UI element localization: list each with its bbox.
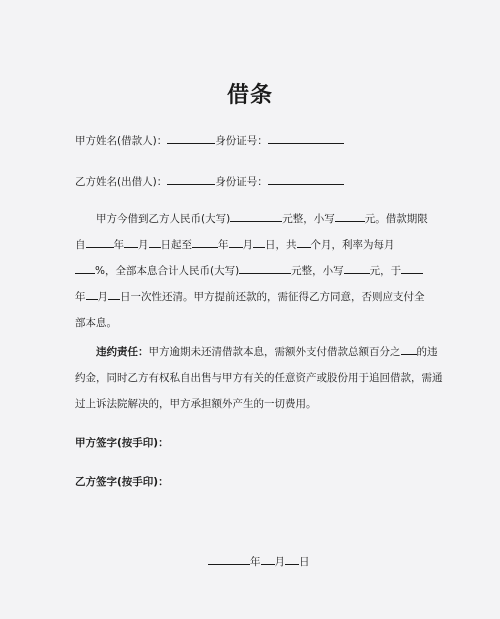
lender-name-label: 乙方姓名(出借人)： bbox=[75, 176, 168, 188]
date-month-blank[interactable] bbox=[261, 553, 275, 565]
loan-text: 元，于 bbox=[369, 265, 402, 277]
loan-text: 元整，小写 bbox=[291, 265, 344, 277]
date-day-blank[interactable] bbox=[285, 553, 299, 565]
repay-year-blank[interactable] bbox=[401, 262, 423, 274]
borrower-name-label: 甲方姓名(借款人)： bbox=[75, 135, 168, 147]
loan-clause bbox=[75, 206, 430, 336]
end-month-blank[interactable] bbox=[229, 236, 243, 248]
date-year-blank[interactable] bbox=[208, 553, 250, 565]
lender-info-line bbox=[75, 173, 344, 189]
breach-clause bbox=[75, 339, 443, 417]
loan-text: 甲方今借到乙方人民币(大写) bbox=[96, 213, 231, 225]
date-year-label: 年 bbox=[250, 556, 261, 568]
start-month-blank[interactable] bbox=[124, 236, 138, 248]
loan-text: 月 bbox=[138, 239, 149, 251]
breach-text: 约金，同时乙方有权私自出售与甲方有关的任意资产或股份用于追回借款，需通 bbox=[75, 372, 443, 384]
date-day-label: 日 bbox=[299, 556, 310, 568]
start-day-blank[interactable] bbox=[149, 236, 161, 248]
lender-id-label: 身份证号： bbox=[215, 176, 268, 188]
end-day-blank[interactable] bbox=[253, 236, 265, 248]
loan-text: %，全部本息合计人民币(大写) bbox=[95, 265, 240, 277]
total-words-blank[interactable] bbox=[239, 262, 291, 274]
loan-text: 部本息。 bbox=[75, 317, 117, 329]
party-b-signature: 乙方签字(按手印)： bbox=[75, 476, 169, 488]
lender-id-blank[interactable] bbox=[268, 173, 344, 185]
borrower-name-blank[interactable] bbox=[167, 132, 215, 144]
date-month-label: 月 bbox=[274, 556, 285, 568]
interest-rate-blank[interactable] bbox=[75, 262, 95, 274]
loan-text: 年 bbox=[75, 291, 86, 303]
penalty-percent-blank[interactable] bbox=[401, 343, 417, 355]
date-line bbox=[208, 553, 310, 569]
lender-name-blank[interactable] bbox=[167, 173, 215, 185]
breach-clause-row-2 bbox=[75, 365, 443, 391]
breach-clause-row-3 bbox=[75, 391, 430, 417]
loan-clause-row-4 bbox=[75, 284, 430, 310]
loan-text: 月 bbox=[97, 291, 108, 303]
amount-words-blank[interactable] bbox=[230, 210, 282, 222]
breach-text: 的违 bbox=[416, 346, 438, 358]
loan-text: 个月，利率为每月 bbox=[310, 239, 395, 251]
breach-text: 甲方逾期未还清借款本息，需额外支付借款总额百分之 bbox=[148, 346, 401, 358]
total-digits-blank[interactable] bbox=[344, 262, 370, 274]
loan-text: 元整，小写 bbox=[282, 213, 335, 225]
repay-month-blank[interactable] bbox=[86, 288, 98, 300]
loan-clause-row-5 bbox=[75, 310, 430, 336]
borrower-id-blank[interactable] bbox=[268, 132, 344, 144]
loan-text: 年 bbox=[113, 239, 124, 251]
loan-clause-row-1 bbox=[75, 206, 430, 232]
months-blank[interactable] bbox=[297, 236, 311, 248]
loan-text: 年 bbox=[218, 239, 229, 251]
start-year-blank[interactable] bbox=[86, 236, 114, 248]
loan-clause-row-2 bbox=[75, 232, 430, 258]
loan-text: 日，共 bbox=[265, 239, 297, 251]
loan-text: 日起至 bbox=[160, 239, 192, 251]
borrower-id-label: 身份证号： bbox=[215, 135, 268, 147]
repay-day-blank[interactable] bbox=[108, 288, 120, 300]
loan-text: 日一次性还清。甲方提前还款的，需征得乙方同意，否则应支付全 bbox=[120, 291, 425, 303]
breach-text: 过上诉法院解决的，甲方承担额外产生的一切费用。 bbox=[75, 398, 317, 410]
loan-text: 月 bbox=[242, 239, 253, 251]
amount-digits-blank[interactable] bbox=[335, 210, 365, 222]
borrower-info-line bbox=[75, 132, 344, 148]
loan-text: 自 bbox=[75, 239, 86, 251]
document-title: 借条 bbox=[226, 83, 273, 108]
breach-clause-row-1 bbox=[75, 339, 438, 365]
breach-label: 违约责任： bbox=[96, 346, 149, 358]
party-a-signature: 甲方签字(按手印)： bbox=[75, 437, 169, 449]
end-year-blank[interactable] bbox=[192, 236, 218, 248]
loan-text: 元。借款期限 bbox=[364, 213, 428, 225]
loan-clause-row-3 bbox=[75, 258, 430, 284]
